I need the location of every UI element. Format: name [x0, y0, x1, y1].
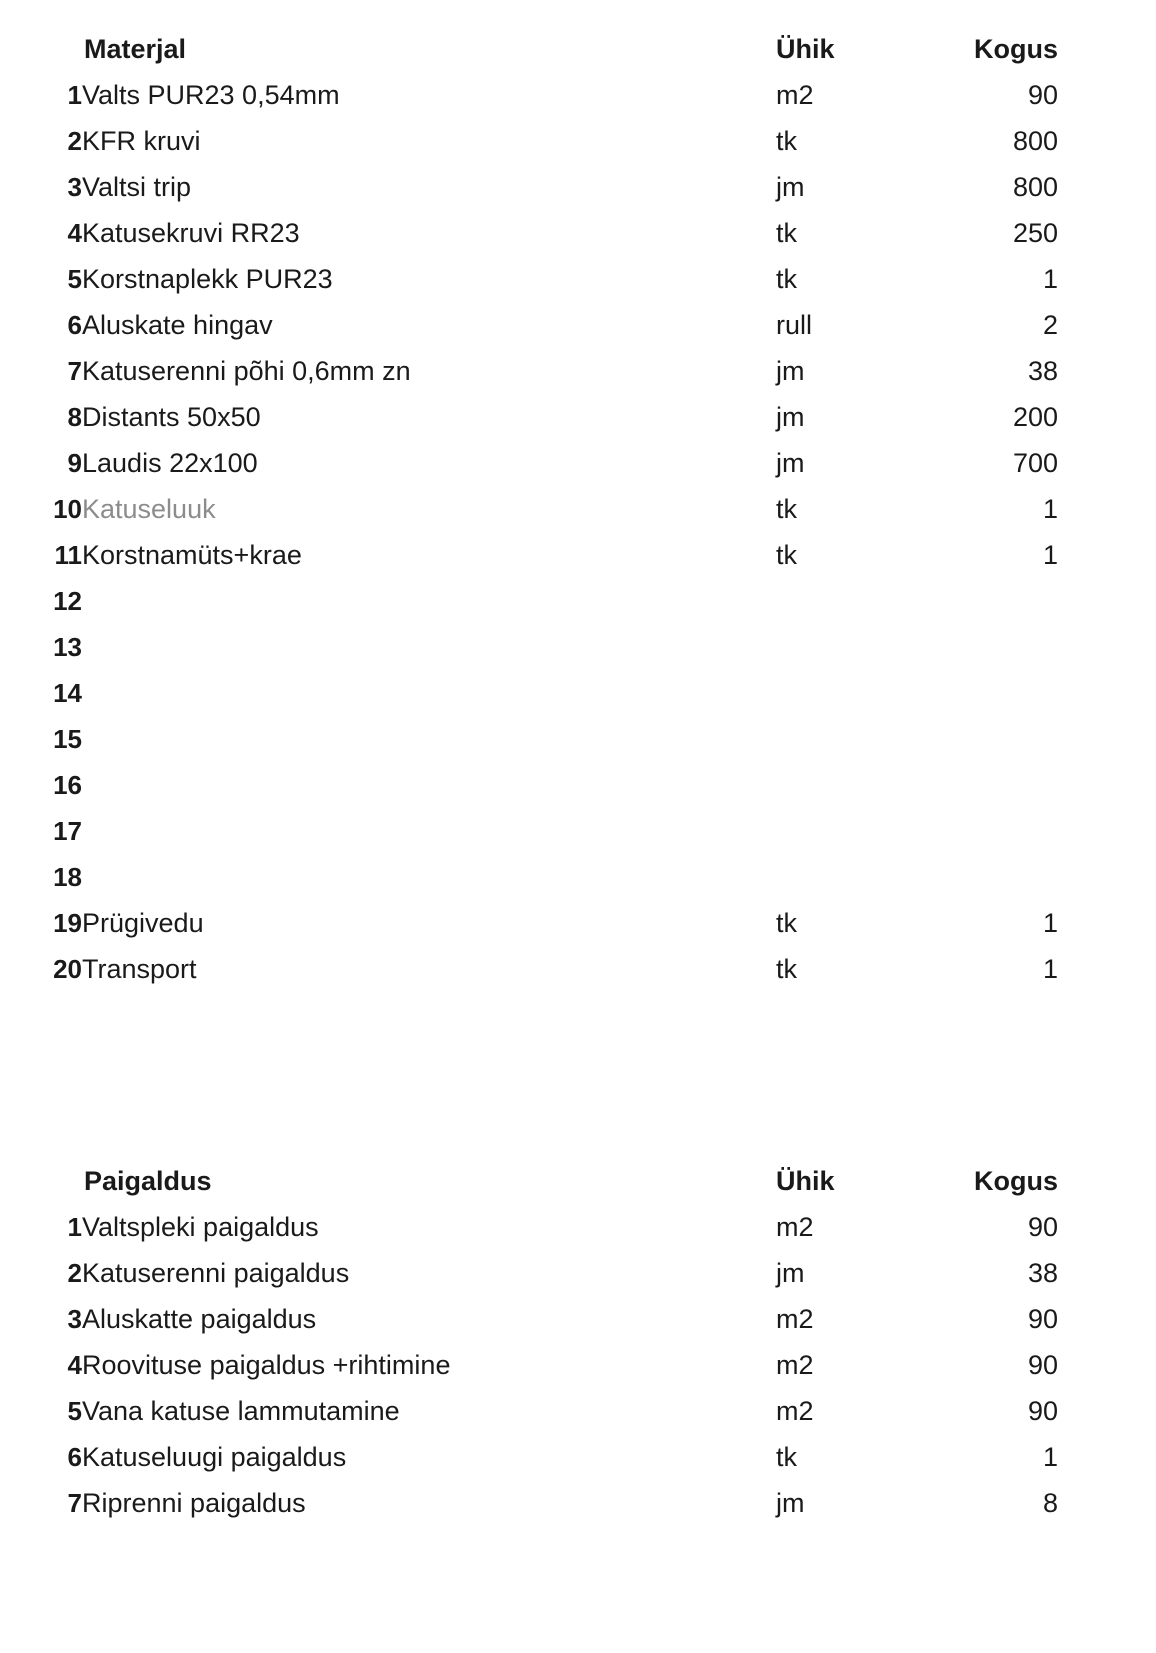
row-quantity[interactable] [956, 624, 1058, 670]
row-unit[interactable] [776, 854, 956, 900]
row-quantity[interactable] [956, 670, 1058, 716]
row-unit[interactable]: jm [776, 401, 805, 432]
row-quantity[interactable]: 800 [1012, 125, 1058, 156]
installation-header-num [18, 1158, 82, 1204]
materials-row[interactable] [18, 440, 1058, 486]
row-quantity[interactable]: 90 [1027, 1395, 1058, 1426]
row-item-name[interactable]: Riprenni paigaldus [82, 1487, 306, 1518]
materials-header-unit: Ühik [776, 33, 835, 64]
row-quantity[interactable]: 200 [1012, 401, 1058, 432]
row-quantity[interactable]: 250 [1012, 217, 1058, 248]
row-quantity[interactable] [956, 762, 1058, 808]
row-unit[interactable] [776, 670, 956, 716]
row-quantity[interactable]: 90 [1027, 1349, 1058, 1380]
row-item-name[interactable]: Aluskate hingav [82, 309, 273, 340]
row-quantity[interactable]: 1 [1042, 907, 1058, 938]
row-unit[interactable]: m2 [776, 79, 814, 110]
materials-header-num [18, 26, 82, 72]
row-quantity[interactable]: 800 [1012, 171, 1058, 202]
materials-row[interactable] [18, 486, 1058, 532]
row-quantity[interactable]: 90 [1027, 1211, 1058, 1242]
row-number: 8 [67, 401, 82, 432]
row-quantity[interactable] [956, 578, 1058, 624]
row-number: 12 [53, 585, 82, 616]
row-item-name[interactable]: Katuserenni paigaldus [82, 1257, 350, 1288]
row-number: 9 [67, 447, 82, 478]
row-quantity[interactable]: 1 [1042, 493, 1058, 524]
installation-header-unit: Ühik [776, 1165, 835, 1196]
row-number: 5 [67, 1395, 82, 1426]
row-number: 2 [67, 125, 82, 156]
row-unit[interactable] [776, 808, 956, 854]
row-quantity[interactable]: 1 [1042, 539, 1058, 570]
row-item-name[interactable]: Transport [82, 953, 197, 984]
row-item-name[interactable]: Valts PUR23 0,54mm [82, 79, 340, 110]
installation-table [18, 1158, 1058, 1526]
row-unit[interactable]: tk [776, 953, 798, 984]
materials-header-name: Materjal [84, 33, 187, 64]
row-item-name[interactable]: Katuseluugi paigaldus [82, 1441, 347, 1472]
materials-row[interactable] [18, 762, 1058, 808]
row-unit[interactable]: m2 [776, 1303, 814, 1334]
row-quantity[interactable]: 38 [1027, 1257, 1058, 1288]
row-item-name[interactable] [82, 624, 776, 670]
row-number: 11 [54, 539, 82, 570]
materials-row[interactable] [18, 164, 1058, 210]
row-unit[interactable] [776, 578, 956, 624]
row-number: 20 [53, 953, 82, 984]
row-unit[interactable] [776, 716, 956, 762]
row-number: 4 [67, 217, 82, 248]
row-number: 6 [67, 309, 82, 340]
row-unit[interactable]: jm [776, 355, 805, 386]
row-number: 14 [53, 677, 82, 708]
materials-row[interactable] [18, 854, 1058, 900]
row-item-name[interactable] [82, 670, 776, 716]
materials-header-qty: Kogus [974, 33, 1058, 64]
row-quantity[interactable]: 90 [1027, 1303, 1058, 1334]
row-number: 6 [67, 1441, 82, 1472]
installation-row[interactable] [18, 1480, 1058, 1526]
materials-table-body [18, 26, 1058, 992]
row-quantity[interactable]: 38 [1027, 355, 1058, 386]
materials-row[interactable] [18, 670, 1058, 716]
row-unit[interactable]: tk [776, 263, 798, 294]
installation-row[interactable] [18, 1434, 1058, 1480]
row-unit[interactable]: tk [776, 125, 798, 156]
row-unit[interactable]: jm [776, 447, 805, 478]
row-quantity[interactable]: 1 [1042, 1441, 1058, 1472]
top-spacer [0, 0, 1156, 26]
materials-row[interactable] [18, 72, 1058, 118]
materials-row[interactable] [18, 210, 1058, 256]
installation-row[interactable] [18, 1342, 1058, 1388]
row-item-name[interactable]: Vana katuse lammutamine [82, 1395, 400, 1426]
row-quantity[interactable]: 1 [1042, 953, 1058, 984]
row-unit[interactable]: tk [776, 1441, 798, 1472]
row-number: 3 [67, 171, 82, 202]
row-unit[interactable] [776, 762, 956, 808]
row-quantity[interactable] [956, 854, 1058, 900]
row-unit[interactable]: tk [776, 907, 798, 938]
row-unit[interactable]: m2 [776, 1349, 814, 1380]
materials-row[interactable] [18, 118, 1058, 164]
row-item-name[interactable]: Aluskatte paigaldus [82, 1303, 317, 1334]
row-quantity[interactable] [956, 716, 1058, 762]
row-unit[interactable]: rull [776, 309, 813, 340]
installation-header-row [18, 1158, 1058, 1204]
row-item-name[interactable]: Katuserenni põhi 0,6mm zn [82, 355, 411, 386]
row-unit[interactable]: tk [776, 217, 798, 248]
row-unit[interactable]: jm [776, 171, 805, 202]
row-number: 13 [53, 631, 82, 662]
row-number: 18 [53, 861, 82, 892]
materials-header-row [18, 26, 1058, 72]
materials-row[interactable] [18, 946, 1058, 992]
row-number: 7 [67, 1487, 82, 1518]
row-item-name[interactable]: Roovituse paigaldus +rihtimine [82, 1349, 451, 1380]
row-item-name[interactable]: KFR kruvi [82, 125, 201, 156]
row-number: 10 [53, 493, 82, 524]
row-item-name[interactable]: Distants 50x50 [82, 401, 261, 432]
row-item-name[interactable]: Prügivedu [82, 907, 204, 938]
row-unit[interactable]: m2 [776, 1211, 814, 1242]
section-gap [0, 992, 1156, 1158]
row-quantity[interactable]: 8 [1042, 1487, 1058, 1518]
row-unit[interactable]: jm [776, 1257, 805, 1288]
row-unit[interactable]: tk [776, 493, 798, 524]
row-item-name[interactable] [82, 762, 776, 808]
row-number: 17 [53, 815, 82, 846]
materials-row[interactable] [18, 302, 1058, 348]
materials-row[interactable] [18, 716, 1058, 762]
installation-table-body [18, 1158, 1058, 1526]
row-number: 5 [67, 263, 82, 294]
materials-row[interactable] [18, 900, 1058, 946]
installation-row[interactable] [18, 1388, 1058, 1434]
row-item-name[interactable] [82, 716, 776, 762]
row-item-name[interactable]: Valtspleki paigaldus [82, 1211, 319, 1242]
row-unit[interactable]: tk [776, 539, 798, 570]
materials-row[interactable] [18, 256, 1058, 302]
installation-row[interactable] [18, 1250, 1058, 1296]
materials-row[interactable] [18, 624, 1058, 670]
row-item-name[interactable]: Valtsi trip [82, 171, 192, 202]
row-item-name[interactable] [82, 854, 776, 900]
materials-row[interactable] [18, 808, 1058, 854]
row-item-name[interactable] [82, 808, 776, 854]
row-number: 7 [67, 355, 82, 386]
row-quantity[interactable]: 90 [1027, 79, 1058, 110]
materials-row[interactable] [18, 532, 1058, 578]
row-quantity[interactable]: 700 [1012, 447, 1058, 478]
row-quantity[interactable]: 2 [1042, 309, 1058, 340]
row-number: 3 [67, 1303, 82, 1334]
row-unit[interactable]: jm [776, 1487, 805, 1518]
row-item-name[interactable]: Katuseluuk [82, 493, 216, 524]
materials-table [18, 26, 1058, 992]
row-number: 1 [67, 79, 82, 110]
row-quantity[interactable] [956, 808, 1058, 854]
installation-row[interactable] [18, 1204, 1058, 1250]
row-unit[interactable]: m2 [776, 1395, 814, 1426]
installation-header-qty: Kogus [974, 1165, 1058, 1196]
row-number: 15 [53, 723, 82, 754]
row-number: 1 [67, 1211, 82, 1242]
row-item-name[interactable] [82, 578, 776, 624]
installation-row[interactable] [18, 1296, 1058, 1342]
row-number: 19 [53, 907, 82, 938]
row-quantity[interactable]: 1 [1042, 263, 1058, 294]
row-number: 4 [67, 1349, 82, 1380]
materials-row[interactable] [18, 348, 1058, 394]
row-number: 2 [67, 1257, 82, 1288]
row-number: 16 [53, 769, 82, 800]
row-item-name[interactable]: Laudis 22x100 [82, 447, 258, 478]
row-unit[interactable] [776, 624, 956, 670]
materials-row[interactable] [18, 394, 1058, 440]
materials-row[interactable] [18, 578, 1058, 624]
installation-header-name: Paigaldus [84, 1165, 212, 1196]
row-item-name[interactable]: Korstnamüts+krae [82, 539, 302, 570]
row-item-name[interactable]: Katusekruvi RR23 [82, 217, 300, 248]
row-item-name[interactable]: Korstnaplekk PUR23 [82, 263, 333, 294]
